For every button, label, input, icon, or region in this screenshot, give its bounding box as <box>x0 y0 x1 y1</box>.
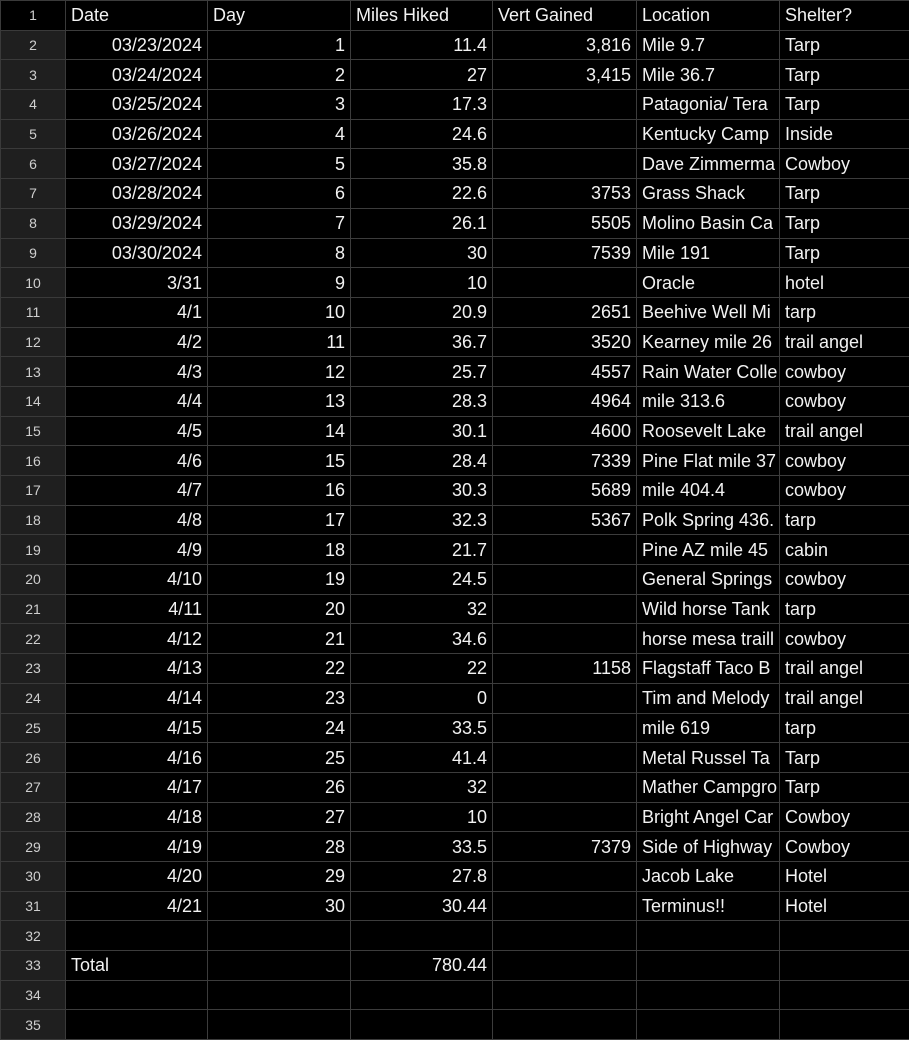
miles-hiked-cell[interactable]: 30.1 <box>351 416 493 446</box>
location-cell[interactable]: General Springs <box>637 565 780 595</box>
header-date[interactable]: Date <box>66 1 208 31</box>
vert-gained-cell[interactable]: 1158 <box>493 654 637 684</box>
date-cell[interactable]: 03/23/2024 <box>66 30 208 60</box>
shelter-cell[interactable]: trail angel <box>780 654 909 684</box>
date-cell[interactable]: 4/12 <box>66 624 208 654</box>
location-cell[interactable]: Kearney mile 26 <box>637 327 780 357</box>
vert-gained-cell[interactable] <box>493 891 637 921</box>
row-number[interactable]: 7 <box>1 179 66 209</box>
row-number[interactable]: 9 <box>1 238 66 268</box>
table-row <box>1 446 909 476</box>
shelter-cell[interactable] <box>780 980 909 1010</box>
table-row <box>1 119 909 149</box>
table-row <box>1 535 909 565</box>
location-cell[interactable]: Grass Shack <box>637 179 780 209</box>
table-row <box>1 594 909 624</box>
table-row <box>1 951 909 981</box>
table-row <box>1 476 909 506</box>
table-row <box>1 921 909 951</box>
date-cell[interactable]: 4/16 <box>66 743 208 773</box>
row-number[interactable]: 2 <box>1 30 66 60</box>
shelter-cell[interactable]: Cowboy <box>780 832 909 862</box>
row-number[interactable]: 12 <box>1 327 66 357</box>
miles-hiked-cell[interactable] <box>351 921 493 951</box>
vert-gained-cell[interactable] <box>493 951 637 981</box>
day-cell[interactable]: 18 <box>208 535 351 565</box>
location-cell[interactable]: Metal Russel Ta <box>637 743 780 773</box>
shelter-cell[interactable]: trail angel <box>780 683 909 713</box>
miles-hiked-cell[interactable]: 780.44 <box>351 951 493 981</box>
shelter-cell[interactable] <box>780 951 909 981</box>
table-row <box>1 357 909 387</box>
table-row <box>1 238 909 268</box>
date-cell[interactable]: 4/20 <box>66 861 208 891</box>
day-cell[interactable]: 23 <box>208 683 351 713</box>
location-cell[interactable]: Pine Flat mile 37 <box>637 446 780 476</box>
day-cell[interactable]: 27 <box>208 802 351 832</box>
shelter-cell[interactable]: Tarp <box>780 60 909 90</box>
vert-gained-cell[interactable] <box>493 861 637 891</box>
table-row <box>1 386 909 416</box>
row-number[interactable]: 16 <box>1 446 66 476</box>
shelter-cell[interactable]: trail angel <box>780 416 909 446</box>
day-cell[interactable]: 8 <box>208 238 351 268</box>
day-cell[interactable]: 7 <box>208 208 351 238</box>
table-row <box>1 327 909 357</box>
shelter-cell[interactable]: Hotel <box>780 861 909 891</box>
shelter-cell[interactable]: Cowboy <box>780 149 909 179</box>
header-vert-gained[interactable]: Vert Gained <box>493 1 637 31</box>
shelter-cell[interactable]: cowboy <box>780 565 909 595</box>
miles-hiked-cell[interactable]: 10 <box>351 268 493 298</box>
location-cell[interactable]: mile 404.4 <box>637 476 780 506</box>
vert-gained-cell[interactable]: 3,816 <box>493 30 637 60</box>
header-location[interactable]: Location <box>637 1 780 31</box>
header-row <box>1 1 909 31</box>
vert-gained-cell[interactable] <box>493 921 637 951</box>
vert-gained-cell[interactable] <box>493 594 637 624</box>
day-cell[interactable]: 30 <box>208 891 351 921</box>
location-cell[interactable]: Kentucky Camp <box>637 119 780 149</box>
vert-gained-cell[interactable] <box>493 149 637 179</box>
miles-hiked-cell[interactable]: 33.5 <box>351 832 493 862</box>
row-number[interactable]: 33 <box>1 951 66 981</box>
location-cell[interactable]: Bright Angel Car <box>637 802 780 832</box>
shelter-cell[interactable]: cowboy <box>780 357 909 387</box>
day-cell[interactable]: 6 <box>208 179 351 209</box>
row-number[interactable]: 32 <box>1 921 66 951</box>
table-row <box>1 268 909 298</box>
date-cell[interactable]: 4/9 <box>66 535 208 565</box>
table-row <box>1 1010 909 1040</box>
table-row <box>1 980 909 1010</box>
header-day[interactable]: Day <box>208 1 351 31</box>
vert-gained-cell[interactable]: 5367 <box>493 505 637 535</box>
row-number[interactable]: 17 <box>1 476 66 506</box>
date-cell[interactable]: 03/29/2024 <box>66 208 208 238</box>
row-number[interactable]: 31 <box>1 891 66 921</box>
row-number[interactable]: 6 <box>1 149 66 179</box>
location-cell[interactable]: Polk Spring 436. <box>637 505 780 535</box>
vert-gained-cell[interactable]: 5505 <box>493 208 637 238</box>
date-cell[interactable]: 4/19 <box>66 832 208 862</box>
location-cell[interactable]: Wild horse Tank <box>637 594 780 624</box>
date-cell[interactable]: 4/17 <box>66 772 208 802</box>
header-miles-hiked[interactable]: Miles Hiked <box>351 1 493 31</box>
shelter-cell[interactable]: Tarp <box>780 90 909 120</box>
location-cell[interactable] <box>637 980 780 1010</box>
vert-gained-cell[interactable]: 3,415 <box>493 60 637 90</box>
row-number[interactable]: 15 <box>1 416 66 446</box>
table-row <box>1 713 909 743</box>
day-cell[interactable]: 15 <box>208 446 351 476</box>
table-row <box>1 416 909 446</box>
day-cell[interactable]: 1 <box>208 30 351 60</box>
shelter-cell[interactable]: Tarp <box>780 30 909 60</box>
day-cell[interactable]: 14 <box>208 416 351 446</box>
location-cell[interactable]: mile 313.6 <box>637 386 780 416</box>
shelter-cell[interactable]: tarp <box>780 594 909 624</box>
row-number[interactable]: 28 <box>1 802 66 832</box>
vert-gained-cell[interactable] <box>493 565 637 595</box>
location-cell[interactable]: Mile 191 <box>637 238 780 268</box>
miles-hiked-cell[interactable]: 10 <box>351 802 493 832</box>
day-cell[interactable]: 19 <box>208 565 351 595</box>
day-cell[interactable]: 13 <box>208 386 351 416</box>
miles-hiked-cell[interactable]: 0 <box>351 683 493 713</box>
date-cell[interactable]: 03/28/2024 <box>66 179 208 209</box>
day-cell[interactable]: 21 <box>208 624 351 654</box>
date-cell[interactable]: 03/27/2024 <box>66 149 208 179</box>
date-cell[interactable]: 03/25/2024 <box>66 90 208 120</box>
vert-gained-cell[interactable]: 3753 <box>493 179 637 209</box>
shelter-cell[interactable]: hotel <box>780 268 909 298</box>
date-cell[interactable]: 4/15 <box>66 713 208 743</box>
row-number[interactable]: 20 <box>1 565 66 595</box>
miles-hiked-cell[interactable]: 17.3 <box>351 90 493 120</box>
miles-hiked-cell[interactable] <box>351 980 493 1010</box>
date-cell[interactable]: 4/3 <box>66 357 208 387</box>
miles-hiked-cell[interactable]: 11.4 <box>351 30 493 60</box>
date-cell[interactable]: 4/6 <box>66 446 208 476</box>
vert-gained-cell[interactable]: 7339 <box>493 446 637 476</box>
miles-hiked-cell[interactable]: 28.4 <box>351 446 493 476</box>
vert-gained-cell[interactable]: 4557 <box>493 357 637 387</box>
miles-hiked-cell[interactable]: 22.6 <box>351 179 493 209</box>
shelter-cell[interactable]: Cowboy <box>780 802 909 832</box>
miles-hiked-cell[interactable] <box>351 1010 493 1040</box>
date-cell[interactable] <box>66 1010 208 1040</box>
table-row <box>1 179 909 209</box>
location-cell[interactable]: Jacob Lake <box>637 861 780 891</box>
date-cell[interactable]: 3/31 <box>66 268 208 298</box>
row-number[interactable]: 26 <box>1 743 66 773</box>
table-row <box>1 772 909 802</box>
date-cell[interactable] <box>66 921 208 951</box>
table-row <box>1 565 909 595</box>
miles-hiked-cell[interactable]: 24.5 <box>351 565 493 595</box>
vert-gained-cell[interactable] <box>493 268 637 298</box>
row-number[interactable]: 3 <box>1 60 66 90</box>
day-cell[interactable]: 12 <box>208 357 351 387</box>
location-cell[interactable] <box>637 951 780 981</box>
vert-gained-cell[interactable] <box>493 743 637 773</box>
vert-gained-cell[interactable] <box>493 683 637 713</box>
miles-hiked-cell[interactable]: 22 <box>351 654 493 684</box>
date-cell[interactable]: 4/10 <box>66 565 208 595</box>
row-number[interactable]: 25 <box>1 713 66 743</box>
shelter-cell[interactable]: tarp <box>780 297 909 327</box>
miles-hiked-cell[interactable]: 24.6 <box>351 119 493 149</box>
date-cell[interactable]: 4/1 <box>66 297 208 327</box>
day-cell[interactable]: 22 <box>208 654 351 684</box>
shelter-cell[interactable]: cowboy <box>780 446 909 476</box>
date-cell[interactable]: 03/26/2024 <box>66 119 208 149</box>
miles-hiked-cell[interactable]: 34.6 <box>351 624 493 654</box>
date-cell[interactable]: 4/18 <box>66 802 208 832</box>
date-cell[interactable]: 4/14 <box>66 683 208 713</box>
day-cell[interactable]: 17 <box>208 505 351 535</box>
shelter-cell[interactable]: Inside <box>780 119 909 149</box>
location-cell[interactable]: Tim and Melody <box>637 683 780 713</box>
table-row <box>1 30 909 60</box>
day-cell[interactable]: 5 <box>208 149 351 179</box>
day-cell[interactable] <box>208 1010 351 1040</box>
day-cell[interactable]: 29 <box>208 861 351 891</box>
day-cell[interactable] <box>208 921 351 951</box>
row-number[interactable]: 1 <box>1 1 66 31</box>
miles-hiked-cell[interactable]: 32 <box>351 772 493 802</box>
row-number[interactable]: 34 <box>1 980 66 1010</box>
row-number[interactable]: 18 <box>1 505 66 535</box>
vert-gained-cell[interactable]: 4964 <box>493 386 637 416</box>
location-cell[interactable] <box>637 921 780 951</box>
row-number[interactable]: 19 <box>1 535 66 565</box>
location-cell[interactable] <box>637 1010 780 1040</box>
table-row <box>1 208 909 238</box>
day-cell[interactable] <box>208 980 351 1010</box>
row-number[interactable]: 10 <box>1 268 66 298</box>
table-row <box>1 60 909 90</box>
miles-hiked-cell[interactable]: 30.44 <box>351 891 493 921</box>
vert-gained-cell[interactable]: 5689 <box>493 476 637 506</box>
vert-gained-cell[interactable] <box>493 119 637 149</box>
vert-gained-cell[interactable] <box>493 772 637 802</box>
row-number[interactable]: 24 <box>1 683 66 713</box>
day-cell[interactable] <box>208 951 351 981</box>
vert-gained-cell[interactable]: 7539 <box>493 238 637 268</box>
vert-gained-cell[interactable] <box>493 980 637 1010</box>
miles-hiked-cell[interactable]: 30 <box>351 238 493 268</box>
location-cell[interactable]: Oracle <box>637 268 780 298</box>
shelter-cell[interactable]: Hotel <box>780 891 909 921</box>
date-cell[interactable]: 03/30/2024 <box>66 238 208 268</box>
miles-hiked-cell[interactable]: 28.3 <box>351 386 493 416</box>
vert-gained-cell[interactable] <box>493 713 637 743</box>
row-number[interactable]: 35 <box>1 1010 66 1040</box>
location-cell[interactable]: Flagstaff Taco B <box>637 654 780 684</box>
table-row <box>1 861 909 891</box>
shelter-cell[interactable] <box>780 921 909 951</box>
miles-hiked-cell[interactable]: 26.1 <box>351 208 493 238</box>
day-cell[interactable]: 28 <box>208 832 351 862</box>
shelter-cell[interactable] <box>780 1010 909 1040</box>
miles-hiked-cell[interactable]: 33.5 <box>351 713 493 743</box>
table-row <box>1 654 909 684</box>
date-cell[interactable]: 4/4 <box>66 386 208 416</box>
vert-gained-cell[interactable]: 4600 <box>493 416 637 446</box>
row-number[interactable]: 27 <box>1 772 66 802</box>
shelter-cell[interactable]: Tarp <box>780 179 909 209</box>
row-number[interactable]: 30 <box>1 861 66 891</box>
header-shelter[interactable]: Shelter? <box>780 1 909 31</box>
miles-hiked-cell[interactable]: 30.3 <box>351 476 493 506</box>
miles-hiked-cell[interactable]: 27.8 <box>351 861 493 891</box>
row-number[interactable]: 4 <box>1 90 66 120</box>
miles-hiked-cell[interactable]: 21.7 <box>351 535 493 565</box>
day-cell[interactable]: 26 <box>208 772 351 802</box>
location-cell[interactable]: Molino Basin Ca <box>637 208 780 238</box>
row-number[interactable]: 8 <box>1 208 66 238</box>
location-cell[interactable]: Roosevelt Lake <box>637 416 780 446</box>
table-row <box>1 891 909 921</box>
miles-hiked-cell[interactable]: 20.9 <box>351 297 493 327</box>
miles-hiked-cell[interactable]: 41.4 <box>351 743 493 773</box>
day-cell[interactable]: 11 <box>208 327 351 357</box>
vert-gained-cell[interactable]: 3520 <box>493 327 637 357</box>
date-cell[interactable]: 4/5 <box>66 416 208 446</box>
vert-gained-cell[interactable] <box>493 624 637 654</box>
miles-hiked-cell[interactable]: 35.8 <box>351 149 493 179</box>
day-cell[interactable]: 16 <box>208 476 351 506</box>
location-cell[interactable]: Beehive Well Mi <box>637 297 780 327</box>
miles-hiked-cell[interactable]: 25.7 <box>351 357 493 387</box>
date-cell[interactable]: 4/11 <box>66 594 208 624</box>
table-row <box>1 149 909 179</box>
date-cell[interactable]: Total <box>66 951 208 981</box>
vert-gained-cell[interactable] <box>493 802 637 832</box>
shelter-cell[interactable]: Tarp <box>780 208 909 238</box>
location-cell[interactable]: Patagonia/ Tera <box>637 90 780 120</box>
date-cell[interactable]: 4/2 <box>66 327 208 357</box>
day-cell[interactable]: 10 <box>208 297 351 327</box>
shelter-cell[interactable]: tarp <box>780 505 909 535</box>
shelter-cell[interactable]: Tarp <box>780 743 909 773</box>
location-cell[interactable]: Side of Highway <box>637 832 780 862</box>
date-cell[interactable]: 4/13 <box>66 654 208 684</box>
date-cell[interactable]: 4/7 <box>66 476 208 506</box>
vert-gained-cell[interactable]: 2651 <box>493 297 637 327</box>
location-cell[interactable]: mile 619 <box>637 713 780 743</box>
location-cell[interactable]: horse mesa traill <box>637 624 780 654</box>
vert-gained-cell[interactable] <box>493 1010 637 1040</box>
shelter-cell[interactable]: tarp <box>780 713 909 743</box>
miles-hiked-cell[interactable]: 27 <box>351 60 493 90</box>
location-cell[interactable]: Mather Campgro <box>637 772 780 802</box>
shelter-cell[interactable]: cabin <box>780 535 909 565</box>
location-cell[interactable]: Mile 9.7 <box>637 30 780 60</box>
table-row <box>1 802 909 832</box>
day-cell[interactable]: 3 <box>208 90 351 120</box>
miles-hiked-cell[interactable]: 36.7 <box>351 327 493 357</box>
row-number[interactable]: 22 <box>1 624 66 654</box>
day-cell[interactable]: 2 <box>208 60 351 90</box>
date-cell[interactable]: 4/21 <box>66 891 208 921</box>
vert-gained-cell[interactable] <box>493 535 637 565</box>
table-row <box>1 832 909 862</box>
vert-gained-cell[interactable] <box>493 90 637 120</box>
row-number[interactable]: 5 <box>1 119 66 149</box>
day-cell[interactable]: 4 <box>208 119 351 149</box>
shelter-cell[interactable]: trail angel <box>780 327 909 357</box>
vert-gained-cell[interactable]: 7379 <box>493 832 637 862</box>
table-row <box>1 683 909 713</box>
table-row <box>1 743 909 773</box>
miles-hiked-cell[interactable]: 32 <box>351 594 493 624</box>
shelter-cell[interactable]: cowboy <box>780 476 909 506</box>
date-cell[interactable] <box>66 980 208 1010</box>
miles-hiked-cell[interactable]: 32.3 <box>351 505 493 535</box>
row-number[interactable]: 14 <box>1 386 66 416</box>
shelter-cell[interactable]: Tarp <box>780 238 909 268</box>
location-cell[interactable]: Dave Zimmerma <box>637 149 780 179</box>
shelter-cell[interactable]: Tarp <box>780 772 909 802</box>
day-cell[interactable]: 20 <box>208 594 351 624</box>
row-number[interactable]: 11 <box>1 297 66 327</box>
row-number[interactable]: 21 <box>1 594 66 624</box>
shelter-cell[interactable]: cowboy <box>780 386 909 416</box>
row-number[interactable]: 23 <box>1 654 66 684</box>
day-cell[interactable]: 25 <box>208 743 351 773</box>
table-row <box>1 505 909 535</box>
location-cell[interactable]: Rain Water Colle <box>637 357 780 387</box>
day-cell[interactable]: 24 <box>208 713 351 743</box>
day-cell[interactable]: 9 <box>208 268 351 298</box>
table-row <box>1 90 909 120</box>
shelter-cell[interactable]: cowboy <box>780 624 909 654</box>
row-number[interactable]: 13 <box>1 357 66 387</box>
row-number[interactable]: 29 <box>1 832 66 862</box>
date-cell[interactable]: 03/24/2024 <box>66 60 208 90</box>
table-row <box>1 624 909 654</box>
location-cell[interactable]: Mile 36.7 <box>637 60 780 90</box>
table-row <box>1 297 909 327</box>
location-cell[interactable]: Pine AZ mile 45 <box>637 535 780 565</box>
location-cell[interactable]: Terminus!! <box>637 891 780 921</box>
date-cell[interactable]: 4/8 <box>66 505 208 535</box>
